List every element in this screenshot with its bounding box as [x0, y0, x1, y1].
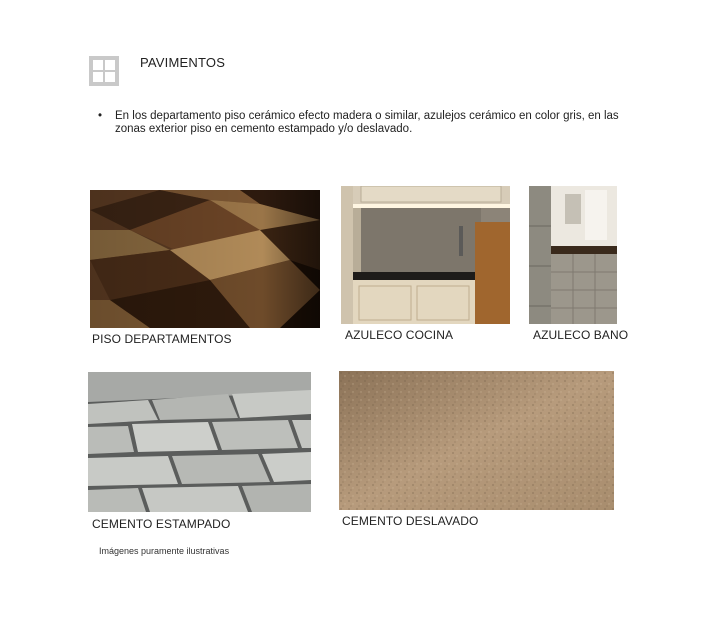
kitchen-photo	[341, 186, 510, 324]
illustrative-note: Imágenes puramente ilustrativas	[99, 546, 230, 556]
bathroom-photo	[529, 186, 617, 324]
bullet-text: En los departamento piso cerámico efecto madera o similar, azulejos cerámico en color gris, en las zonas exterior piso en cemento estampado y/o deslavado.	[115, 110, 619, 135]
wood-floor-photo	[90, 190, 320, 328]
bullet-marker: •	[98, 110, 103, 122]
caption-piso: PISO DEPARTAMENTOS	[92, 332, 232, 346]
caption-bano: AZULECO BANO	[533, 328, 629, 342]
page-title: PAVIMENTOS	[140, 55, 226, 70]
stamped-concrete-photo	[88, 372, 311, 512]
caption-cocina: AZULECO COCINA	[345, 328, 454, 342]
bullet-item	[98, 110, 638, 136]
washed-concrete-photo	[339, 371, 614, 510]
window-grid-icon	[89, 56, 119, 86]
caption-deslavado: CEMENTO DESLAVADO	[342, 514, 479, 528]
caption-estampado: CEMENTO ESTAMPADO	[92, 517, 231, 531]
